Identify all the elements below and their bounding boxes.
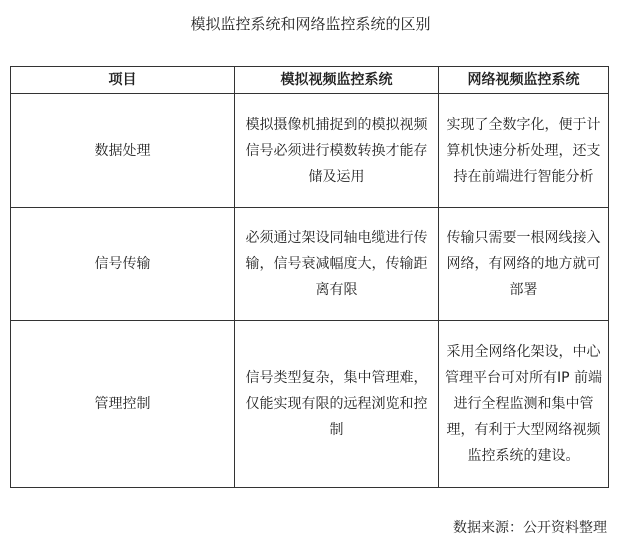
row-item-management-control: 管理控制 [11,321,235,488]
page-title: 模拟监控系统和网络监控系统的区别 [190,15,431,33]
header-network: 网络视频监控系统 [439,67,609,94]
data-source-note: 数据来源：公开资料整理 [453,520,607,536]
table-header-row [11,67,609,94]
table-row [11,321,609,488]
row-item-data-processing: 数据处理 [11,94,235,208]
table-row [11,94,609,208]
header-item: 项目 [11,67,235,94]
network-management-control: 采用全网络化架设，中心管理平台可对所有IP 前端进行全程监测和集中管理，有利于大型网络视频监控系统的建设。 [439,321,609,488]
row-item-signal-transmission: 信号传输 [11,208,235,321]
network-data-processing: 实现了全数字化，便于计算机快速分析处理，还支持在前端进行智能分析 [439,94,609,208]
network-signal-transmission: 传输只需要一根网线接入网络，有网络的地方就可部署 [439,208,609,321]
analog-data-processing: 模拟摄像机捕捉到的模拟视频信号必须进行模数转换才能存储及运用 [235,94,439,208]
header-analog: 模拟视频监控系统 [235,67,439,94]
analog-management-control: 信号类型复杂，集中管理难，仅能实现有限的远程浏览和控制 [235,321,439,488]
comparison-table [10,66,609,488]
table-row [11,208,609,321]
analog-signal-transmission: 必须通过架设同轴电缆进行传输，信号衰减幅度大，传输距离有限 [235,208,439,321]
